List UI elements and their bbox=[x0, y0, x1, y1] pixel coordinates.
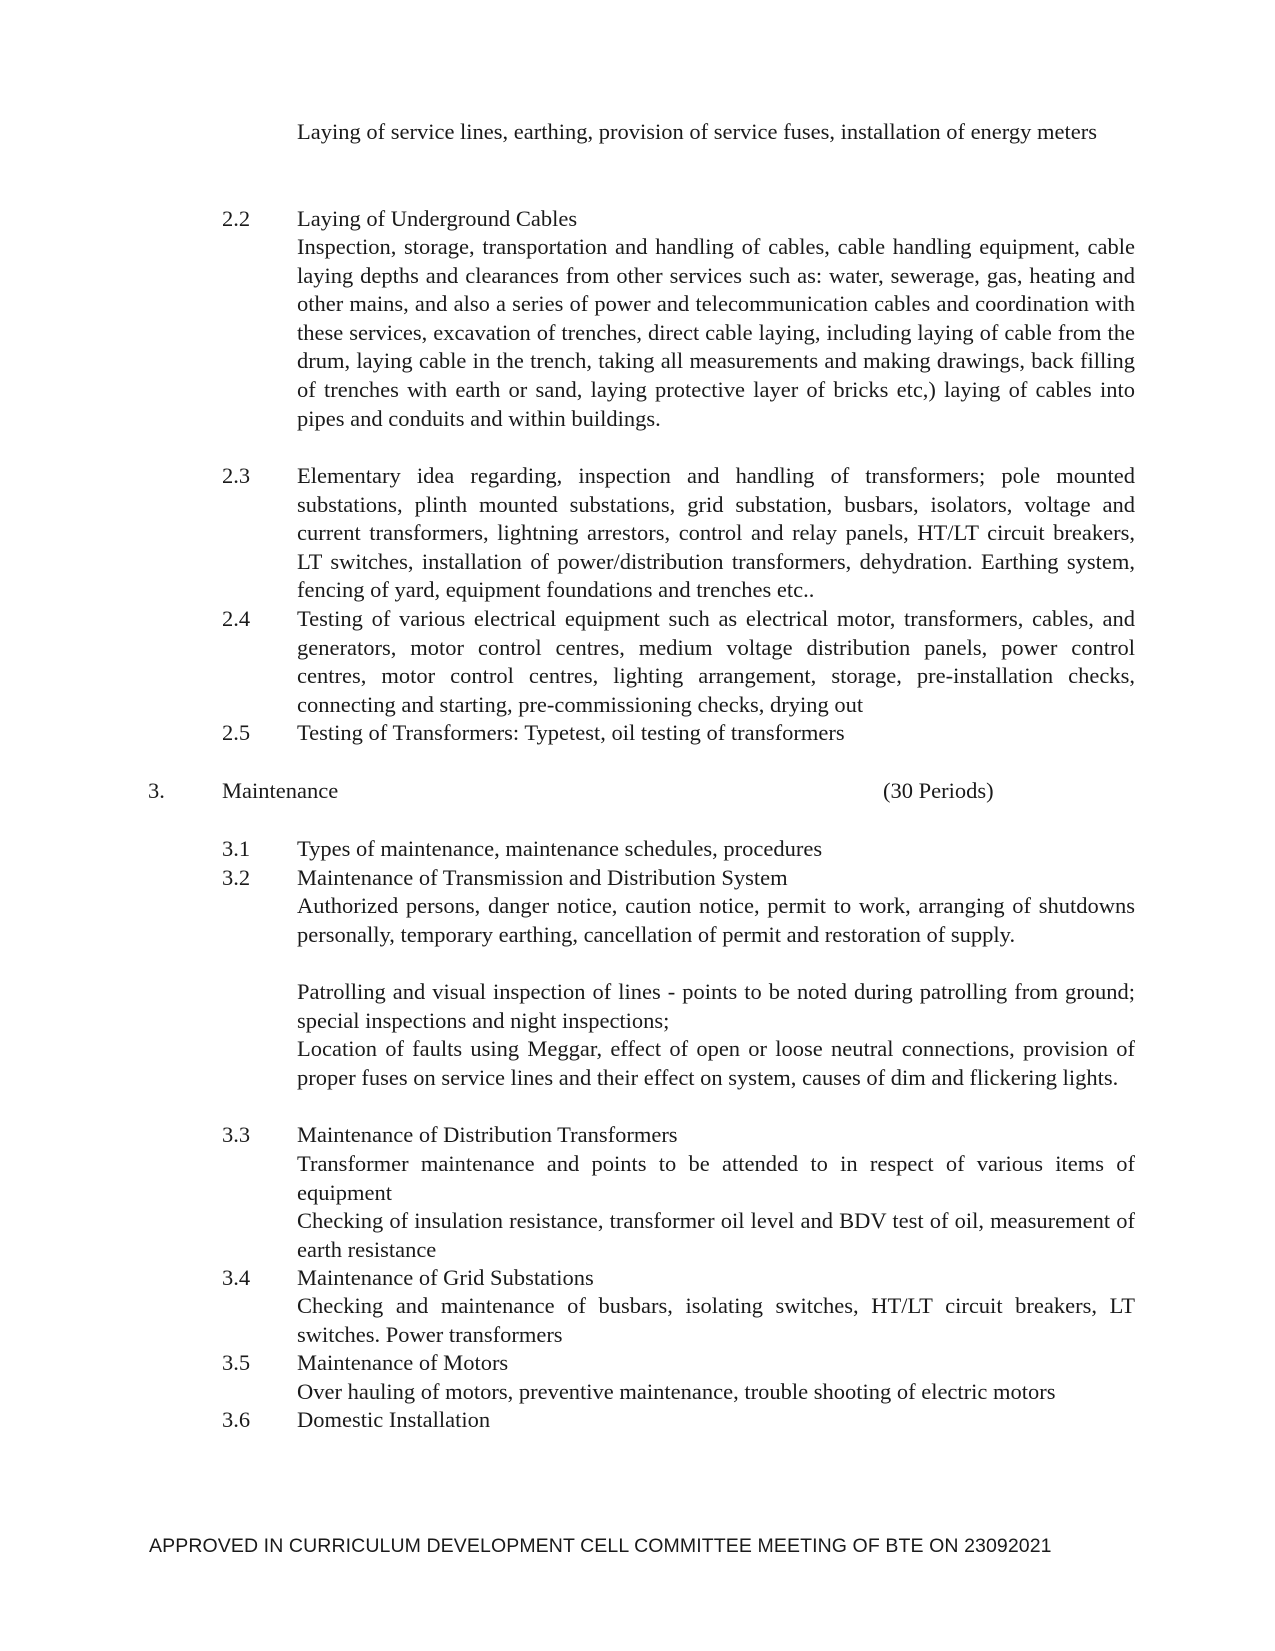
approval-footer: APPROVED IN CURRICULUM DEVELOPMENT CELL COMMITTEE MEETING OF BTE ON 23092021 bbox=[149, 1535, 1052, 1557]
section-3-6-title: Domestic Installation bbox=[297, 1407, 491, 1432]
section-3-5-title: Maintenance of Motors bbox=[297, 1350, 509, 1375]
section-3-4-title: Maintenance of Grid Substations bbox=[297, 1265, 594, 1290]
section-2-3-number: 2.3 bbox=[222, 463, 251, 488]
section-3-title: Maintenance bbox=[222, 778, 339, 803]
section-3-1-number: 3.1 bbox=[222, 836, 251, 861]
section-2-5-body: Testing of Transformers: Typetest, oil testing of transformers bbox=[297, 720, 845, 745]
section-3-4-number: 3.4 bbox=[222, 1265, 251, 1290]
section-2-5-number: 2.5 bbox=[222, 720, 251, 745]
section-3-2-number: 3.2 bbox=[222, 865, 251, 890]
section-3-3-title: Maintenance of Distribution Transformers bbox=[297, 1122, 678, 1147]
section-3-periods: (30 Periods) bbox=[883, 778, 994, 803]
section-2-4-number: 2.4 bbox=[222, 606, 251, 631]
section-3-5-paragraph-1: Over hauling of motors, preventive maintenance, trouble shooting of electric motors bbox=[297, 1379, 1056, 1404]
section-3-2-title: Maintenance of Transmission and Distribution System bbox=[297, 865, 788, 890]
section-3-5-number: 3.5 bbox=[222, 1350, 251, 1375]
section-3-2-paragraph-3: Location of faults using Meggar, effect of open or loose neutral connections, provision of proper fuses on service lines and their effect on system, causes of dim and flickering lights. bbox=[297, 1036, 1135, 1090]
section-3-number: 3. bbox=[148, 778, 165, 803]
section-3-3-number: 3.3 bbox=[222, 1122, 251, 1147]
intro-paragraph: Laying of service lines, earthing, provision of service fuses, installation of energy meters bbox=[297, 119, 1097, 144]
section-3-3-paragraph-2: Checking of insulation resistance, transformer oil level and BDV test of oil, measurement of earth resistance bbox=[297, 1208, 1135, 1262]
section-2-2-body: Inspection, storage, transportation and handling of cables, cable handling equipment, cable laying depths and clearances from other services such as: water, sewerage, gas, heating and other mains, and also a series of power and telecommunication cables and coordination with these services, excavation of trenches, direct cable laying, including laying of cable from the drum, laying cable in the trench, taking all measurements and making drawings, back filling of trenches with earth or sand, laying protective layer of bricks etc,) laying of cables into pipes and conduits and within buildings. bbox=[297, 234, 1135, 431]
section-2-3-body: Elementary idea regarding, inspection and handling of transformers; pole mounted substations, plinth mounted substations, grid substation, busbars, isolators, voltage and current transformers, lightning arrestors, control and relay panels, HT/LT circuit breakers, LT switches, installation of power/distribution transformers, dehydration. Earthing system, fencing of yard, equipment foundations and trenches etc.. bbox=[297, 463, 1135, 603]
section-2-2-title: Laying of Underground Cables bbox=[297, 206, 578, 231]
section-3-2-paragraph-2: Patrolling and visual inspection of lines - points to be noted during patrolling from ground; special inspections and night inspections; bbox=[297, 979, 1135, 1033]
section-3-2-paragraph-1: Authorized persons, danger notice, caution notice, permit to work, arranging of shutdowns personally, temporary earthing, cancellation of permit and restoration of supply. bbox=[297, 893, 1135, 947]
section-3-6-number: 3.6 bbox=[222, 1407, 251, 1432]
section-3-1-body: Types of maintenance, maintenance schedules, procedures bbox=[297, 836, 823, 861]
section-2-2-number: 2.2 bbox=[222, 206, 251, 231]
section-2-4-body: Testing of various electrical equipment such as electrical motor, transformers, cables, and generators, motor control centres, medium voltage distribution panels, power control centres, motor control centres, lighting arrangement, storage, pre-installation checks, connecting and starting, pre-commissioning checks, drying out bbox=[297, 606, 1135, 717]
section-3-3-paragraph-1: Transformer maintenance and points to be attended to in respect of various items of equipment bbox=[297, 1151, 1135, 1205]
section-3-4-paragraph-1: Checking and maintenance of busbars, isolating switches, HT/LT circuit breakers, LT switches. Power transformers bbox=[297, 1293, 1135, 1347]
